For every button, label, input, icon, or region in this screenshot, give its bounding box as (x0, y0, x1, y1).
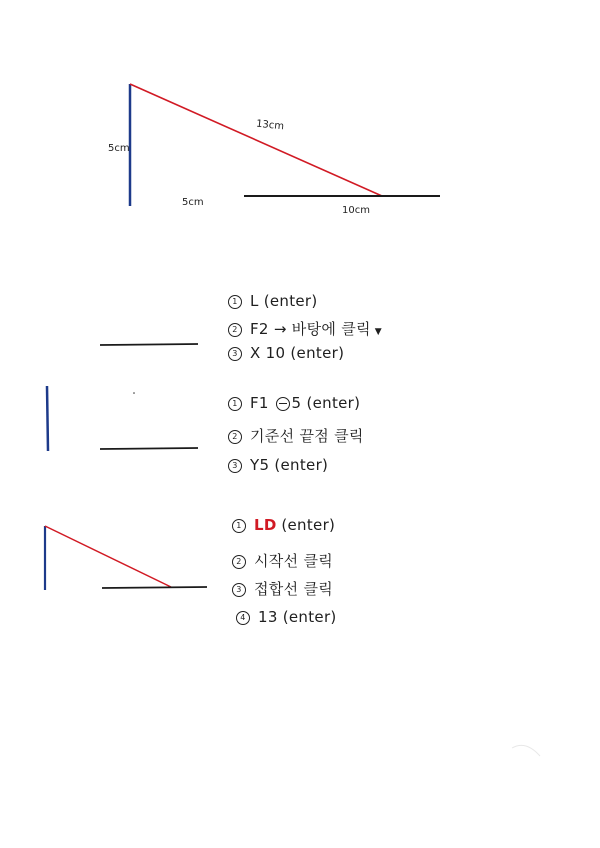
step-text: 기준선 끝점 클릭 (250, 427, 364, 445)
step-text: (enter) (281, 516, 336, 534)
group3-step-4 (236, 608, 337, 626)
gap-length-label: 5cm (182, 197, 204, 208)
group2-step-1 (228, 394, 360, 412)
step-text: F2 → 바탕에 클릭 (250, 320, 371, 338)
step-text: 접합선 클릭 (254, 580, 334, 598)
vertical-length-label: 5cm (108, 143, 130, 154)
hypotenuse-length-label: 13cm (255, 118, 285, 133)
step-number: 3 (228, 347, 242, 361)
step-number: 1 (228, 397, 242, 411)
step-number: 3 (232, 583, 246, 597)
step1-base-line (100, 344, 198, 345)
stray-dot (133, 392, 135, 394)
step-number: 2 (228, 430, 242, 444)
top-hypotenuse-line (130, 84, 382, 196)
step-number: 2 (232, 555, 246, 569)
group3-step-1 (232, 516, 335, 534)
step-number: 2 (228, 323, 242, 337)
page-curl-mark (512, 745, 540, 756)
step-number: 1 (228, 295, 242, 309)
group2-step-2 (228, 425, 364, 446)
step3-base-line (102, 587, 207, 588)
step-number: 1 (232, 519, 246, 533)
group1-step-1 (228, 292, 318, 310)
step2-vertical-line (47, 386, 48, 451)
minus-circle-icon (276, 397, 290, 411)
step-number: 4 (236, 611, 250, 625)
step-number: 3 (228, 459, 242, 473)
step-text: L (enter) (250, 292, 318, 310)
step-key: F1 (250, 394, 269, 412)
group2-step-3 (228, 456, 328, 474)
step-text: 시작선 클릭 (254, 552, 334, 570)
step-text: Y5 (enter) (250, 456, 329, 474)
step3-hypotenuse-line (45, 526, 171, 587)
group3-step-2 (232, 550, 333, 571)
group1-step-2 (228, 318, 382, 339)
step-text: 13 (enter) (258, 608, 337, 626)
step-text: X 10 (enter) (250, 344, 345, 362)
group1-step-3 (228, 344, 344, 362)
step-text: 5 (enter) (291, 394, 361, 412)
base-length-label: 10cm (342, 205, 370, 216)
triangle-mark-icon: ▼ (374, 327, 383, 337)
step-command-highlight: LD (254, 516, 277, 534)
group3-step-3 (232, 578, 333, 599)
step2-base-line (100, 448, 198, 449)
